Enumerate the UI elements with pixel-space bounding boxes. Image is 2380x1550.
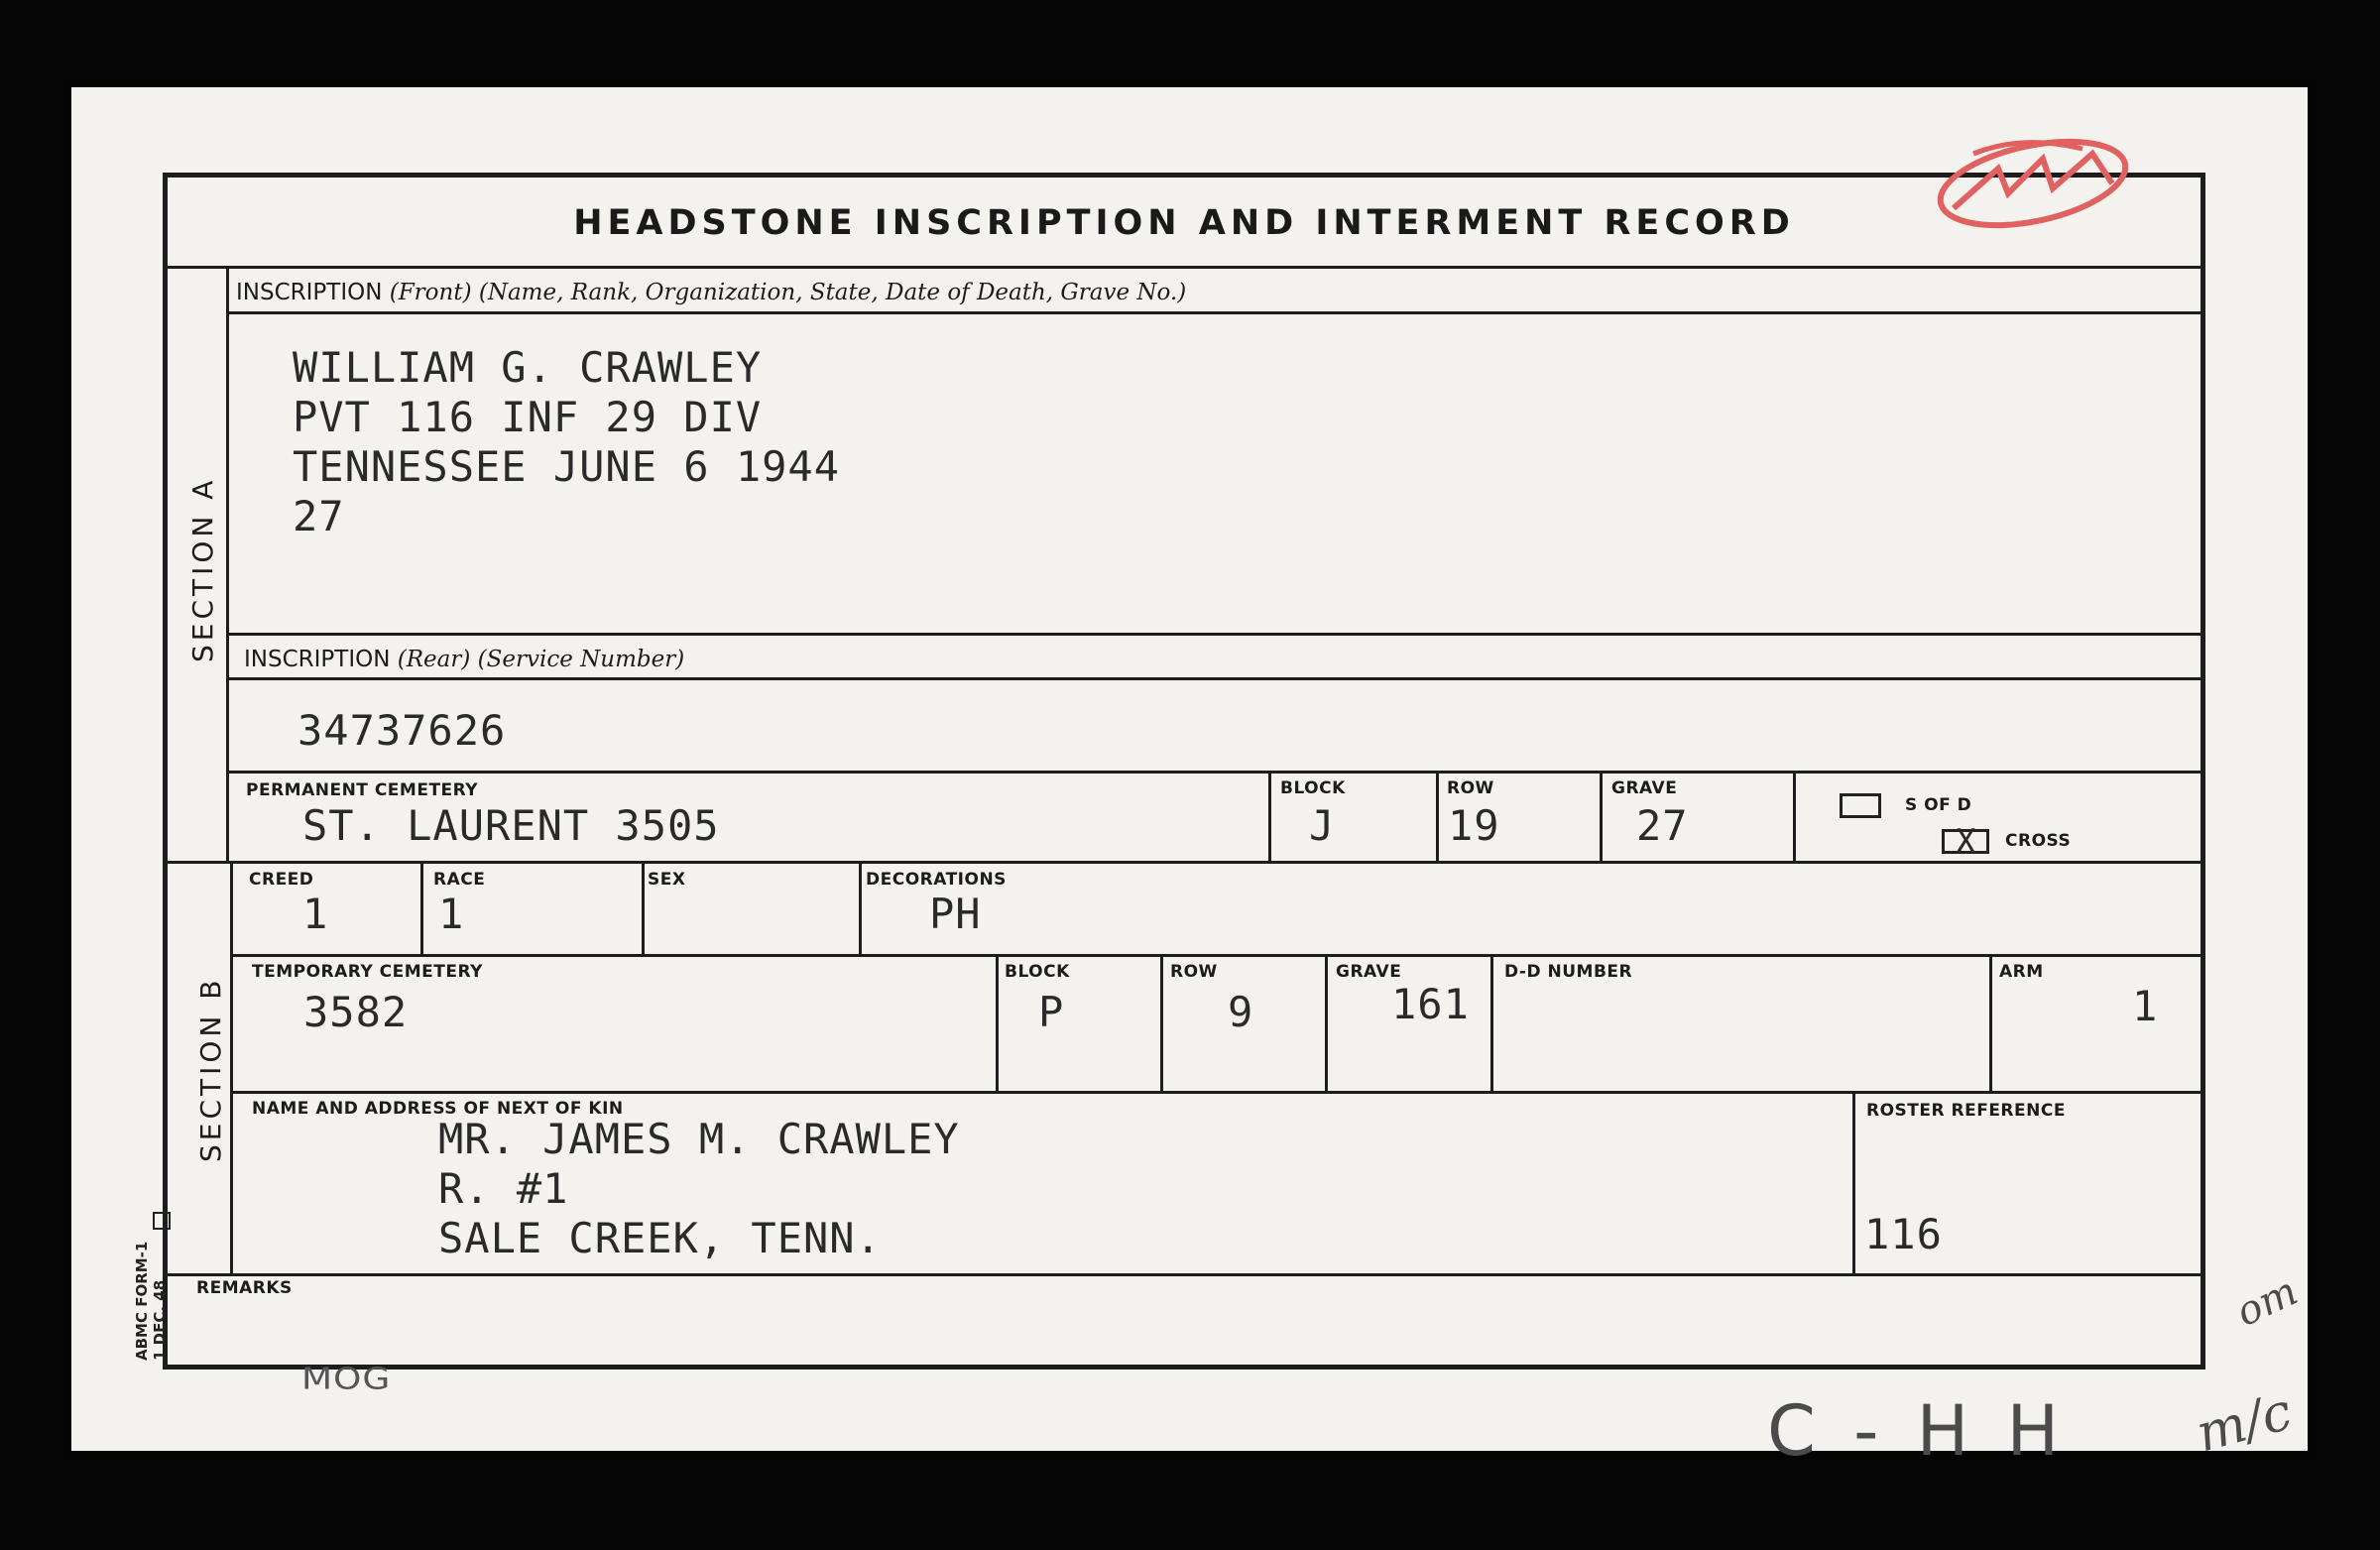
temp-row-label: ROW bbox=[1170, 962, 1218, 982]
rule-tgrave-left bbox=[1325, 956, 1328, 1092]
rule-kin-top bbox=[232, 1091, 2202, 1094]
creed-label: CREED bbox=[249, 870, 314, 890]
remarks-value: MOG bbox=[301, 1362, 392, 1396]
inscription-front-line: WILLIAM G. CRAWLEY bbox=[293, 343, 763, 392]
s-of-d-checkbox[interactable] bbox=[1840, 793, 1881, 818]
permanent-cemetery-label: PERMANENT CEMETERY bbox=[246, 780, 479, 800]
roster-reference-value: 116 bbox=[1864, 1210, 1943, 1258]
row-label: ROW bbox=[1447, 778, 1494, 798]
rule-remarks-top bbox=[168, 1273, 2202, 1276]
form-id: ABMC FORM-1 1 DEC. 48 bbox=[133, 1241, 169, 1361]
rule-front-header bbox=[228, 311, 2202, 314]
rule-section-a-spine bbox=[226, 268, 229, 863]
rule-dd-left bbox=[1490, 956, 1493, 1092]
sex-label: SEX bbox=[648, 870, 686, 890]
section-a-label: SECTION A bbox=[186, 476, 219, 662]
cross-checkbox[interactable] bbox=[1942, 822, 1989, 862]
race-value: 1 bbox=[438, 890, 465, 938]
rule-trow-left bbox=[1160, 956, 1163, 1092]
temp-grave-label: GRAVE bbox=[1336, 962, 1402, 982]
block-value: J bbox=[1309, 801, 1336, 850]
race-label: RACE bbox=[433, 870, 486, 890]
grave-label: GRAVE bbox=[1611, 778, 1678, 798]
creed-value: 1 bbox=[302, 890, 329, 938]
inscription-rear-label: INSCRIPTION (Rear) (Service Number) bbox=[244, 647, 685, 672]
form-id-box bbox=[153, 1212, 171, 1230]
s-of-d-label: S OF D bbox=[1905, 795, 1972, 815]
temp-grave-value: 161 bbox=[1391, 980, 1470, 1028]
section-b-label: SECTION B bbox=[194, 976, 227, 1162]
block-label: BLOCK bbox=[1280, 778, 1346, 798]
rule-row-left bbox=[1436, 773, 1439, 862]
arm-value: 1 bbox=[2132, 982, 2159, 1030]
margin-note-om: om bbox=[2229, 1268, 2305, 1336]
cross-label: CROSS bbox=[2005, 831, 2072, 851]
rule-tblock-left bbox=[996, 956, 999, 1092]
temp-block-value: P bbox=[1038, 988, 1065, 1036]
roster-reference-label: ROSTER REFERENCE bbox=[1866, 1101, 2066, 1121]
rule-section-split bbox=[168, 861, 2202, 864]
next-of-kin-line: R. #1 bbox=[438, 1164, 569, 1213]
temp-cemetery-label: TEMPORARY CEMETERY bbox=[252, 962, 483, 982]
permanent-cemetery-value: ST. LAURENT 3505 bbox=[302, 801, 720, 850]
decorations-value: PH bbox=[929, 890, 982, 938]
service-number: 34737626 bbox=[298, 706, 507, 755]
rule-title bbox=[168, 266, 2202, 269]
form-title: HEADSTONE INSCRIPTION AND INTERMENT RECORD bbox=[573, 203, 1795, 243]
rule-block-left bbox=[1268, 773, 1271, 862]
next-of-kin-label: NAME AND ADDRESS OF NEXT OF KIN bbox=[252, 1099, 624, 1119]
decorations-label: DECORATIONS bbox=[866, 870, 1007, 890]
next-of-kin-line: SALE CREEK, TENN. bbox=[438, 1214, 882, 1262]
arm-label: ARM bbox=[1999, 962, 2044, 982]
rule-sex-left bbox=[642, 863, 645, 955]
rule-rear-top bbox=[228, 633, 2202, 636]
inscription-front-line: 27 bbox=[293, 492, 345, 540]
rule-temp-top bbox=[232, 954, 2202, 957]
grave-value: 27 bbox=[1636, 801, 1689, 850]
temp-block-label: BLOCK bbox=[1005, 962, 1070, 982]
dd-number-label: D-D NUMBER bbox=[1504, 962, 1633, 982]
inscription-front-label: INSCRIPTION (Front) (Name, Rank, Organization, State, Date of Death, Grave No.) bbox=[236, 280, 1187, 305]
bottom-handwriting: C - H H bbox=[1767, 1390, 2068, 1472]
rule-perm-top bbox=[228, 771, 2202, 774]
rule-cross-left bbox=[1793, 773, 1796, 862]
rule-deco-left bbox=[859, 863, 862, 955]
red-stamp-icon bbox=[1914, 114, 2142, 253]
next-of-kin-line: MR. JAMES M. CRAWLEY bbox=[438, 1115, 960, 1163]
rule-arm-left bbox=[1989, 956, 1992, 1092]
inscription-front-line: TENNESSEE JUNE 6 1944 bbox=[293, 442, 841, 491]
inscription-front-line: PVT 116 INF 29 DIV bbox=[293, 393, 763, 441]
temp-row-value: 9 bbox=[1228, 988, 1254, 1036]
row-value: 19 bbox=[1448, 801, 1500, 850]
rule-section-b-spine bbox=[230, 863, 233, 1275]
margin-note-mc: m/c bbox=[2190, 1381, 2299, 1465]
cross-check-mark: X bbox=[1956, 822, 1976, 862]
remarks-label: REMARKS bbox=[196, 1278, 293, 1298]
temp-cemetery-value: 3582 bbox=[303, 988, 409, 1036]
rule-race-left bbox=[420, 863, 423, 955]
rule-roster-left bbox=[1852, 1093, 1855, 1274]
rule-rear-header bbox=[228, 677, 2202, 680]
rule-grave-left bbox=[1600, 773, 1603, 862]
